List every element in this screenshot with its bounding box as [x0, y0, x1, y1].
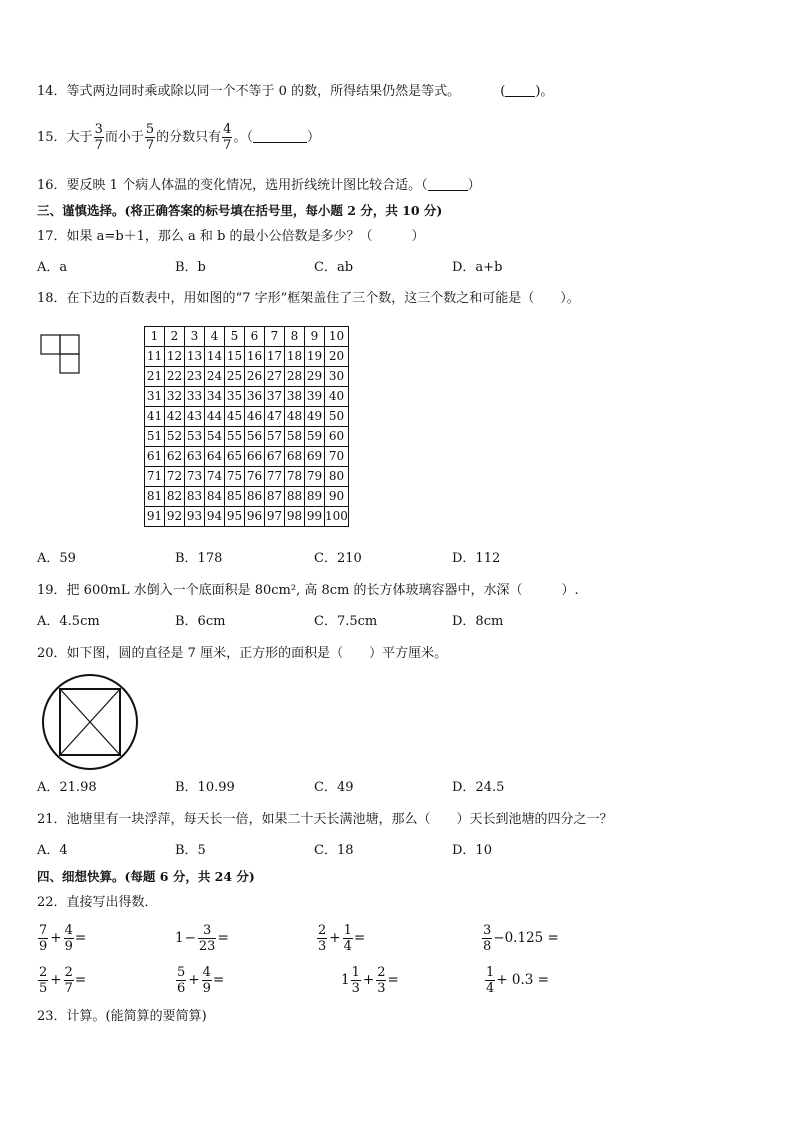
- hundred-chart-table: [144, 326, 349, 527]
- option-c[interactable]: C．49: [314, 780, 354, 795]
- hundred-chart-cell: 49: [305, 407, 325, 427]
- question-14: 14．等式两边同时乘或除以同一个不等于 0 的数，所得结果仍然是等式。 ( )。: [37, 84, 554, 99]
- hundred-chart-cell: 54: [205, 427, 225, 447]
- q20-options: [37, 779, 657, 797]
- hundred-chart-cell: 84: [205, 487, 225, 507]
- expression: $\frac{2}{5}$ + $\frac{2}{7}$ =: [39, 964, 87, 996]
- hundred-chart-cell: 6: [245, 327, 265, 347]
- hundred-chart-row: [145, 427, 349, 447]
- hundred-chart-cell: 93: [185, 507, 205, 527]
- question-16: 16．要反映 1 个病人体温的变化情况，选用折线统计图比较合适。（ ）: [37, 178, 481, 193]
- fraction: $\frac{4}{7}$: [223, 122, 232, 153]
- hundred-chart-cell: 44: [205, 407, 225, 427]
- hundred-chart-cell: 8: [285, 327, 305, 347]
- hundred-chart-cell: 41: [145, 407, 165, 427]
- q17-options: [37, 259, 657, 277]
- hundred-chart-cell: 26: [245, 367, 265, 387]
- hundred-chart-row: [145, 367, 349, 387]
- question-17: [37, 228, 425, 246]
- question-number: 23．: [37, 1009, 67, 1024]
- section-4-title: 四、细想快算。(每题 6 分，共 24 分): [37, 869, 255, 884]
- hundred-chart-cell: 66: [245, 447, 265, 467]
- hundred-chart-cell: 91: [145, 507, 165, 527]
- question-23: [37, 1008, 207, 1026]
- option-b[interactable]: B．5: [175, 843, 206, 858]
- expression: $\frac{7}{9}$ + $\frac{4}{9}$ =: [39, 922, 87, 954]
- hundred-chart-cell: 17: [265, 347, 285, 367]
- hundred-chart-cell: 28: [285, 367, 305, 387]
- hundred-chart-row: [145, 347, 349, 367]
- hundred-chart-row: [145, 507, 349, 527]
- hundred-chart-cell: 12: [165, 347, 185, 367]
- expression: $\frac{2}{3}$ + $\frac{1}{4}$ =: [318, 922, 366, 954]
- hundred-chart-cell: 75: [225, 467, 245, 487]
- hundred-chart-cell: 63: [185, 447, 205, 467]
- hundred-chart-cell: 80: [325, 467, 349, 487]
- hundred-chart-cell: 56: [245, 427, 265, 447]
- seven-shape-frame-diagram: [40, 334, 80, 374]
- hundred-chart-cell: 68: [285, 447, 305, 467]
- hundred-chart-cell: 1: [145, 327, 165, 347]
- question-number: 19．: [37, 583, 67, 598]
- question-19: [37, 582, 579, 600]
- hundred-chart-cell: 69: [305, 447, 325, 467]
- hundred-chart-cell: 31: [145, 387, 165, 407]
- hundred-chart-cell: 39: [305, 387, 325, 407]
- hundred-chart-row: [145, 447, 349, 467]
- fraction: $\frac{5}{7}$: [145, 122, 155, 153]
- option-c[interactable]: C．18: [314, 843, 354, 858]
- question-text: 池塘里有一块浮萍，每天长一倍，如果二十天长满池塘，那么（ ）天长到池塘的四分之一？: [66, 812, 613, 827]
- hundred-chart-cell: 5: [225, 327, 245, 347]
- hundred-chart-cell: 94: [205, 507, 225, 527]
- option-b[interactable]: B．b: [175, 260, 206, 275]
- hundred-chart-cell: 7: [265, 327, 285, 347]
- question-text: 如下图，圆的直径是 7 厘米，正方形的面积是（ ）平方厘米。: [66, 646, 448, 661]
- hundred-chart-cell: 90: [325, 487, 349, 507]
- hundred-chart-cell: 24: [205, 367, 225, 387]
- hundred-chart-cell: 45: [225, 407, 245, 427]
- hundred-chart-cell: 55: [225, 427, 245, 447]
- hundred-chart-cell: 89: [305, 487, 325, 507]
- hundred-chart-cell: 87: [265, 487, 285, 507]
- hundred-chart-row: [145, 467, 349, 487]
- option-c[interactable]: C．210: [314, 551, 362, 566]
- hundred-chart-cell: 79: [305, 467, 325, 487]
- hundred-chart-cell: 18: [285, 347, 305, 367]
- hundred-chart-cell: 92: [165, 507, 185, 527]
- circle-square-diagram: [40, 672, 140, 772]
- hundred-chart-cell: 64: [205, 447, 225, 467]
- hundred-chart-cell: 53: [185, 427, 205, 447]
- question-number: 22．: [37, 895, 67, 910]
- hundred-chart-cell: 16: [245, 347, 265, 367]
- hundred-chart-cell: 9: [305, 327, 325, 347]
- hundred-chart-cell: 82: [165, 487, 185, 507]
- option-a[interactable]: A．a: [37, 260, 68, 275]
- hundred-chart-cell: 97: [265, 507, 285, 527]
- hundred-chart-cell: 62: [165, 447, 185, 467]
- option-d[interactable]: D．8cm: [452, 614, 504, 629]
- hundred-chart-cell: 70: [325, 447, 349, 467]
- hundred-chart-cell: 88: [285, 487, 305, 507]
- question-18: [37, 290, 580, 308]
- option-b[interactable]: B．10.99: [175, 780, 235, 795]
- hundred-chart-cell: 42: [165, 407, 185, 427]
- question-number: 14．: [37, 84, 67, 99]
- option-d[interactable]: D．24.5: [452, 780, 505, 795]
- hundred-chart-cell: 83: [185, 487, 205, 507]
- fraction: $\frac{3}{7}$: [94, 122, 103, 153]
- option-c[interactable]: C．ab: [314, 260, 354, 275]
- question-15: 15．大于 $\frac{3}{7}$ 而小于 $\frac{5}{7}$ 的分数只有 $\frac{4}{7}$ 。（ ）: [37, 122, 320, 153]
- question-text: 把 600mL 水倒入一个底面积是 80cm², 高 8cm 的长方体玻璃容器中，水深（ ）.: [66, 583, 579, 598]
- answer-blank[interactable]: [428, 176, 468, 191]
- hundred-chart-cell: 35: [225, 387, 245, 407]
- hundred-chart-cell: 86: [245, 487, 265, 507]
- hundred-chart-cell: 46: [245, 407, 265, 427]
- hundred-chart-cell: 40: [325, 387, 349, 407]
- question-text: 等式两边同时乘或除以同一个不等于 0 的数，所得结果仍然是等式。: [66, 84, 461, 99]
- expression: $\frac{1}{4}$ + 0.3 =: [486, 964, 549, 996]
- hundred-chart-cell: 43: [185, 407, 205, 427]
- question-text: 如果 a=b＋1，那么 a 和 b 的最小公倍数是多少？（ ）: [66, 229, 425, 244]
- question-22: [37, 894, 158, 912]
- hundred-chart-cell: 38: [285, 387, 305, 407]
- hundred-chart-cell: 67: [265, 447, 285, 467]
- hundred-chart-cell: 21: [145, 367, 165, 387]
- hundred-chart-cell: 81: [145, 487, 165, 507]
- hundred-chart-cell: 59: [305, 427, 325, 447]
- hundred-chart-cell: 51: [145, 427, 165, 447]
- hundred-chart-cell: 65: [225, 447, 245, 467]
- hundred-chart-cell: 25: [225, 367, 245, 387]
- question-text: 直接写出得数．: [66, 895, 158, 910]
- hundred-chart-row: [145, 407, 349, 427]
- expression: 1 − $\frac{3}{23}$ =: [175, 922, 229, 954]
- hundred-chart-cell: 30: [325, 367, 349, 387]
- hundred-chart-cell: 23: [185, 367, 205, 387]
- option-b[interactable]: B．6cm: [175, 614, 226, 629]
- answer-blank[interactable]: [253, 128, 307, 143]
- hundred-chart-cell: 73: [185, 467, 205, 487]
- option-b[interactable]: B．178: [175, 551, 223, 566]
- hundred-chart-cell: 20: [325, 347, 349, 367]
- hundred-chart-row: [145, 327, 349, 347]
- question-number: 21．: [37, 812, 67, 827]
- hundred-chart-cell: 11: [145, 347, 165, 367]
- q18-options: [37, 550, 657, 568]
- hundred-chart-cell: 57: [265, 427, 285, 447]
- question-number: 15．: [37, 130, 67, 145]
- question-number: 17．: [37, 229, 67, 244]
- hundred-chart-cell: 10: [325, 327, 349, 347]
- question-text: 要反映 1 个病人体温的变化情况，选用折线统计图比较合适。: [66, 178, 422, 193]
- hundred-chart-cell: 19: [305, 347, 325, 367]
- hundred-chart-cell: 47: [265, 407, 285, 427]
- expression-row-1: [37, 920, 737, 956]
- question-text: 计算。(能简算的要简算): [66, 1009, 207, 1024]
- question-21: [37, 811, 613, 829]
- question-number: 20．: [37, 646, 67, 661]
- hundred-chart-cell: 74: [205, 467, 225, 487]
- hundred-chart-cell: 100: [325, 507, 349, 527]
- option-d[interactable]: D．a+b: [452, 260, 503, 275]
- hundred-chart-cell: 14: [205, 347, 225, 367]
- hundred-chart-cell: 76: [245, 467, 265, 487]
- hundred-chart-cell: 78: [285, 467, 305, 487]
- answer-blank[interactable]: [505, 82, 535, 97]
- question-20: [37, 645, 447, 663]
- hundred-chart-cell: 71: [145, 467, 165, 487]
- option-d[interactable]: D．112: [452, 551, 501, 566]
- option-c[interactable]: C．7.5cm: [314, 614, 378, 629]
- hundred-chart-cell: 3: [185, 327, 205, 347]
- hundred-chart-cell: 61: [145, 447, 165, 467]
- hundred-chart-row: [145, 387, 349, 407]
- hundred-chart-cell: 95: [225, 507, 245, 527]
- hundred-chart-cell: 27: [265, 367, 285, 387]
- expression: $\frac{3}{8}$ −0.125 =: [483, 922, 559, 954]
- hundred-chart-cell: 33: [185, 387, 205, 407]
- hundred-chart-cell: 96: [245, 507, 265, 527]
- hundred-chart-cell: 50: [325, 407, 349, 427]
- section-3-title: 三、谨慎选择。(将正确答案的标号填在括号里，每小题 2 分，共 10 分): [37, 203, 443, 218]
- expression-row-2: [37, 962, 737, 998]
- q19-options: [37, 613, 657, 631]
- hundred-chart-cell: 32: [165, 387, 185, 407]
- hundred-chart-cell: 4: [205, 327, 225, 347]
- option-d[interactable]: D．10: [452, 843, 492, 858]
- q21-options: [37, 842, 657, 860]
- hundred-chart-cell: 36: [245, 387, 265, 407]
- question-number: 18．: [37, 291, 67, 306]
- option-a[interactable]: A．21.98: [37, 780, 97, 795]
- hundred-chart-cell: 48: [285, 407, 305, 427]
- hundred-chart-cell: 98: [285, 507, 305, 527]
- hundred-chart-row: [145, 487, 349, 507]
- question-number: 16．: [37, 178, 67, 193]
- hundred-chart-cell: 99: [305, 507, 325, 527]
- hundred-chart-cell: 37: [265, 387, 285, 407]
- hundred-chart-cell: 29: [305, 367, 325, 387]
- hundred-chart-cell: 60: [325, 427, 349, 447]
- hundred-chart-cell: 52: [165, 427, 185, 447]
- hundred-chart-cell: 34: [205, 387, 225, 407]
- hundred-chart-cell: 13: [185, 347, 205, 367]
- option-a[interactable]: A．4: [37, 843, 68, 858]
- hundred-chart-cell: 15: [225, 347, 245, 367]
- hundred-chart-cell: 2: [165, 327, 185, 347]
- hundred-chart-cell: 58: [285, 427, 305, 447]
- hundred-chart-cell: 77: [265, 467, 285, 487]
- option-a[interactable]: A．4.5cm: [37, 614, 100, 629]
- hundred-chart-cell: 72: [165, 467, 185, 487]
- hundred-chart-cell: 22: [165, 367, 185, 387]
- expression: 1 $\frac{1}{3}$ + $\frac{2}{3}$ =: [341, 964, 399, 996]
- expression: $\frac{5}{6}$ + $\frac{4}{9}$ =: [177, 964, 225, 996]
- option-a[interactable]: A．59: [37, 551, 76, 566]
- hundred-chart-cell: 85: [225, 487, 245, 507]
- question-text: 在下边的百数表中，用如图的“7 字形”框架盖住了三个数，这三个数之和可能是（ ）。: [66, 291, 580, 306]
